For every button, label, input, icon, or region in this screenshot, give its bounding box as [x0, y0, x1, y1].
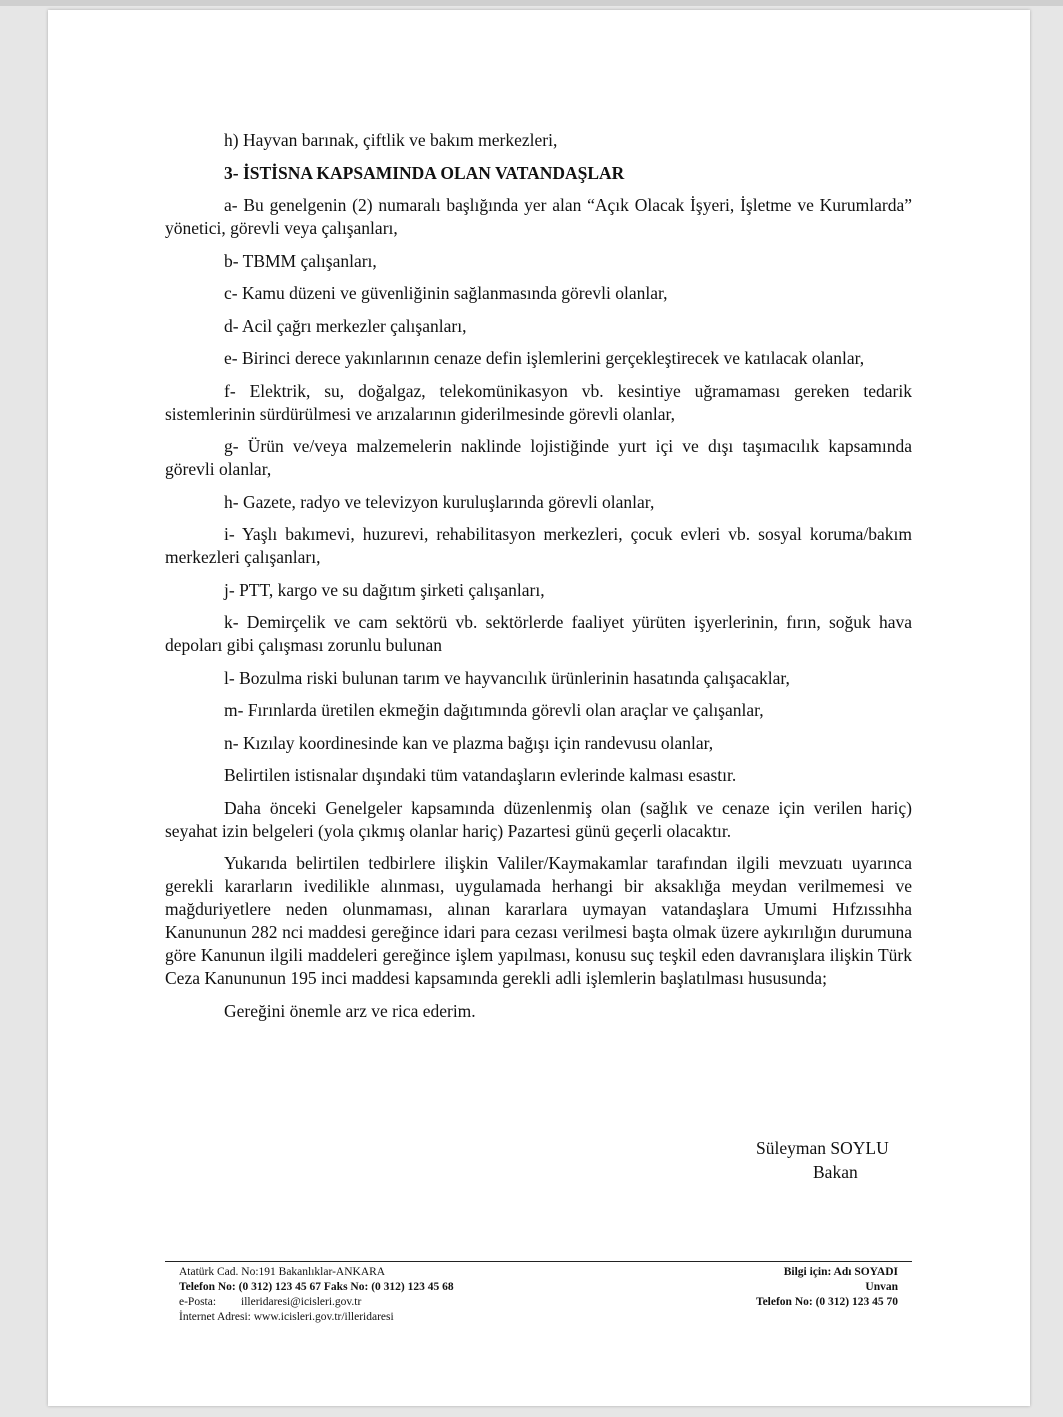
paragraph-item-l: l- Bozulma riski bulunan tarım ve hayvancılık ürünlerinin hasatında çalışacaklar, [224, 667, 790, 688]
paragraph-item-c: c- Kamu düzeni ve güvenliğinin sağlanmasında görevli olanlar, [224, 283, 668, 303]
signatory-name: Süleyman SOYLU [756, 1138, 889, 1158]
paragraph-item-e: e- Birinci derece yakınlarının cenaze defin işlemlerini gerçekleştirecek ve katılacak olanlar, [224, 348, 865, 368]
section-heading: 3- İSTİSNA KAPSAMINDA OLAN VATANDAŞLAR [224, 162, 625, 183]
paragraph-travel-permits: Daha önceki Genelgeler kapsamında düzenlenmiş olan (sağlık ve cenaze için verilen hariç) seyahat izin belgeleri (yola çıkmış olanlar hariç) Pazartesi günü geçerli olacaktır. [165, 797, 912, 841]
paragraph-enforcement: Yukarıda belirtilen tedbirlere ilişkin Valiler/Kaymakamlar tarafından ilgili mevzuatı uyarınca gerekli kararların ivedilikle alınması, uygulamada herhangi bir aksaklığa meydan verilmemesi ve mağduriyetlere neden olunmaması, alınan kararlara uymayan vatandaşlara Umumi Hıfzıssıhha Kanununun 282 nci maddesi gereğince idari para cezası verilmesi başta olmak üzere aykırılığın durumuna göre Kanunun ilgili maddeleri gereğince işlem yapılması, konusu suç teşkil eden davranışlara ilişkin Türk Ceza Kanununun 195 inci maddesi kapsamında gerekli adli işlemlerin başlatılması hususunda; [165, 853, 912, 988]
footer-contact-left [179, 1265, 599, 1325]
footer-info-phone: Telefon No: (0 312) 123 45 70 [755, 1296, 898, 1308]
paragraph-item-d: d- Acil çağrı merkezler çalışanları, [224, 315, 467, 336]
footer-info-title: Unvan [865, 1281, 898, 1293]
paragraph-item-n: n- Kızılay koordinesinde kan ve plazma bağışı için randevusu olanlar, [224, 732, 714, 753]
footer-phone-fax: Telefon No: (0 312) 123 45 67 Faks No: (0 312) 123 45 68 [179, 1281, 454, 1293]
paragraph-item-i: i- Yaşlı bakımevi, huzurevi, rehabilitasyon merkezleri, çocuk evleri vb. sosyal koruma/bakım merkezleri çalışanları, [165, 524, 912, 567]
document-body [165, 129, 912, 1032]
paragraph-item-h: h- Gazete, radyo ve televizyon kuruluşlarında görevli olanlar, [224, 491, 655, 512]
paragraph-closing: Gereğini önemle arz ve rica ederim. [224, 1000, 476, 1021]
footer-divider [165, 1261, 912, 1262]
paragraph-stay-home: Belirtilen istisnalar dışındaki tüm vatandaşların evlerinde kalması esastır. [224, 765, 737, 785]
footer-email: illeridaresi@icisleri.gov.tr [241, 1296, 362, 1308]
paragraph-item-f: f- Elektrik, su, doğalgaz, telekomünikasyon vb. kesintiye uğramaması gereken tedarik sistemlerinin sürdürülmesi ve arızalarının giderilmesinde görevli olanlar, [165, 380, 912, 424]
document-page [48, 10, 1030, 1406]
paragraph-item-m: m- Fırınlarda üretilen ekmeğin dağıtımında görevli olan araçlar ve çalışanlar, [224, 700, 764, 720]
footer-website: İnternet Adresi: www.icisleri.gov.tr/illeridaresi [179, 1311, 394, 1323]
footer-email-label: e-Posta: [179, 1296, 217, 1308]
paragraph-item-a: a- Bu genelgenin (2) numaralı başlığında yer alan “Açık Olacak İşyeri, İşletme ve Kurumlarda” yönetici, görevli veya çalışanları, [165, 195, 912, 238]
footer-info-contact: Bilgi için: Adı SOYADI [783, 1266, 898, 1278]
footer-contact-right [638, 1265, 898, 1310]
paragraph-item-h-animal-shelters: h) Hayvan barınak, çiftlik ve bakım merkezleri, [224, 130, 558, 150]
signatory-title: Bakan [813, 1162, 858, 1182]
paragraph-item-g: g- Ürün ve/veya malzemelerin naklinde lojistiğinde yurt içi ve dışı taşımacılık kapsamında görevli olanlar, [165, 436, 912, 479]
footer-email-line [179, 1295, 599, 1310]
signature-block [756, 1136, 916, 1184]
viewer-top-strip [0, 0, 1063, 6]
paragraph-item-j: j- PTT, kargo ve su dağıtım şirketi çalışanları, [224, 579, 545, 600]
paragraph-item-b: b- TBMM çalışanları, [224, 250, 377, 271]
footer-address: Atatürk Cad. No:191 Bakanlıklar-ANKARA [179, 1266, 386, 1278]
paragraph-item-k: k- Demirçelik ve cam sektörü vb. sektörlerde faaliyet yürüten işyerlerinin, fırın, soğuk hava depoları gibi çalışması zorunlu bulunan [165, 612, 912, 655]
